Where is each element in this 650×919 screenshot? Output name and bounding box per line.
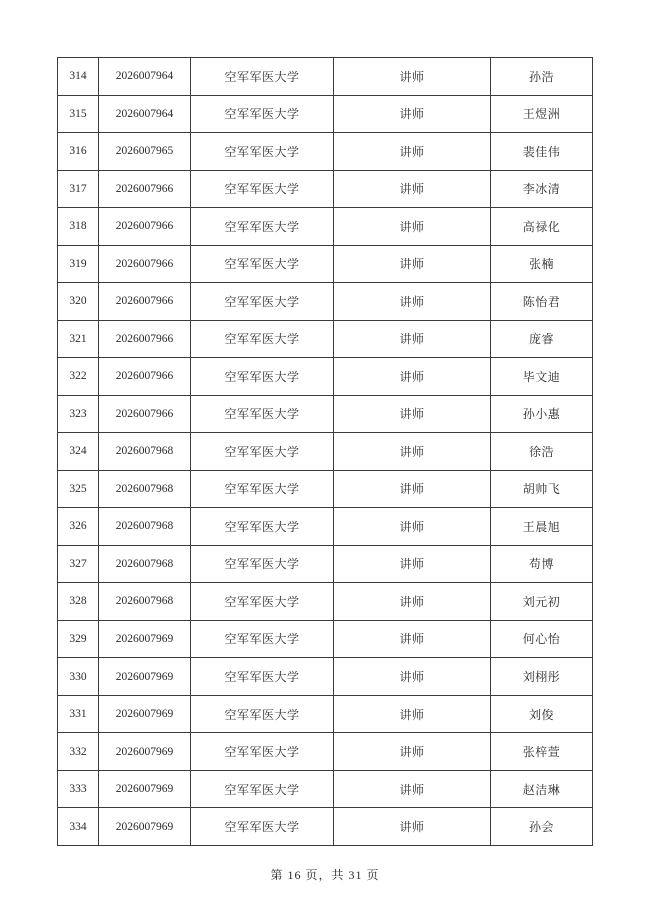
table-row xyxy=(58,358,593,396)
cell-applicant-id: 2026007968 xyxy=(99,508,191,546)
roster-table xyxy=(57,57,593,846)
cell-name: 王晨旭 xyxy=(491,508,593,546)
cell-row-number: 317 xyxy=(58,170,99,208)
cell-applicant-id: 2026007966 xyxy=(99,170,191,208)
cell-title: 讲师 xyxy=(334,470,491,508)
table-row xyxy=(58,58,593,96)
cell-row-number: 318 xyxy=(58,208,99,246)
cell-title: 讲师 xyxy=(334,658,491,696)
cell-row-number: 320 xyxy=(58,283,99,321)
cell-applicant-id: 2026007966 xyxy=(99,358,191,396)
cell-university: 空军军医大学 xyxy=(191,95,334,133)
cell-name: 孙小惠 xyxy=(491,395,593,433)
cell-name: 胡帅飞 xyxy=(491,470,593,508)
cell-applicant-id: 2026007969 xyxy=(99,620,191,658)
cell-applicant-id: 2026007969 xyxy=(99,808,191,846)
table-row xyxy=(58,395,593,433)
cell-applicant-id: 2026007964 xyxy=(99,58,191,96)
cell-applicant-id: 2026007965 xyxy=(99,133,191,171)
cell-applicant-id: 2026007968 xyxy=(99,433,191,471)
table-row xyxy=(58,133,593,171)
table-row xyxy=(58,808,593,846)
table-row xyxy=(58,545,593,583)
cell-applicant-id: 2026007969 xyxy=(99,695,191,733)
cell-row-number: 332 xyxy=(58,733,99,771)
cell-title: 讲师 xyxy=(334,95,491,133)
cell-applicant-id: 2026007966 xyxy=(99,245,191,283)
cell-row-number: 333 xyxy=(58,770,99,808)
cell-name: 庞睿 xyxy=(491,320,593,358)
table-row xyxy=(58,583,593,621)
cell-applicant-id: 2026007968 xyxy=(99,470,191,508)
table-row xyxy=(58,170,593,208)
cell-name: 王煜洲 xyxy=(491,95,593,133)
cell-row-number: 322 xyxy=(58,358,99,396)
cell-name: 李冰清 xyxy=(491,170,593,208)
cell-university: 空军军医大学 xyxy=(191,733,334,771)
cell-title: 讲师 xyxy=(334,245,491,283)
cell-name: 孙会 xyxy=(491,808,593,846)
cell-name: 陈怡君 xyxy=(491,283,593,321)
table-row xyxy=(58,433,593,471)
cell-name: 赵洁琳 xyxy=(491,770,593,808)
cell-university: 空军军医大学 xyxy=(191,770,334,808)
cell-name: 裴佳伟 xyxy=(491,133,593,171)
cell-name: 张梓萱 xyxy=(491,733,593,771)
cell-applicant-id: 2026007969 xyxy=(99,658,191,696)
cell-title: 讲师 xyxy=(334,283,491,321)
cell-row-number: 326 xyxy=(58,508,99,546)
cell-university: 空军军医大学 xyxy=(191,545,334,583)
cell-row-number: 331 xyxy=(58,695,99,733)
cell-university: 空军军医大学 xyxy=(191,208,334,246)
cell-applicant-id: 2026007964 xyxy=(99,95,191,133)
cell-row-number: 314 xyxy=(58,58,99,96)
table-row xyxy=(58,770,593,808)
cell-title: 讲师 xyxy=(334,208,491,246)
cell-university: 空军军医大学 xyxy=(191,170,334,208)
table-row xyxy=(58,470,593,508)
cell-university: 空军军医大学 xyxy=(191,358,334,396)
cell-name: 苟博 xyxy=(491,545,593,583)
cell-row-number: 334 xyxy=(58,808,99,846)
cell-title: 讲师 xyxy=(334,545,491,583)
cell-title: 讲师 xyxy=(334,770,491,808)
cell-name: 刘俊 xyxy=(491,695,593,733)
cell-university: 空军军医大学 xyxy=(191,620,334,658)
cell-name: 毕文迪 xyxy=(491,358,593,396)
table-row xyxy=(58,733,593,771)
cell-row-number: 323 xyxy=(58,395,99,433)
cell-name: 徐浩 xyxy=(491,433,593,471)
table-row xyxy=(58,320,593,358)
cell-applicant-id: 2026007968 xyxy=(99,583,191,621)
cell-row-number: 330 xyxy=(58,658,99,696)
cell-title: 讲师 xyxy=(334,358,491,396)
cell-title: 讲师 xyxy=(334,320,491,358)
table-row xyxy=(58,245,593,283)
cell-title: 讲师 xyxy=(334,620,491,658)
cell-applicant-id: 2026007966 xyxy=(99,283,191,321)
cell-row-number: 329 xyxy=(58,620,99,658)
cell-university: 空军军医大学 xyxy=(191,245,334,283)
cell-title: 讲师 xyxy=(334,695,491,733)
cell-name: 刘栩彤 xyxy=(491,658,593,696)
cell-university: 空军军医大学 xyxy=(191,433,334,471)
cell-title: 讲师 xyxy=(334,808,491,846)
cell-applicant-id: 2026007966 xyxy=(99,208,191,246)
cell-applicant-id: 2026007969 xyxy=(99,770,191,808)
cell-applicant-id: 2026007968 xyxy=(99,545,191,583)
table-row xyxy=(58,695,593,733)
cell-university: 空军军医大学 xyxy=(191,695,334,733)
table-row xyxy=(58,658,593,696)
cell-title: 讲师 xyxy=(334,133,491,171)
cell-row-number: 319 xyxy=(58,245,99,283)
cell-university: 空军军医大学 xyxy=(191,58,334,96)
cell-row-number: 325 xyxy=(58,470,99,508)
cell-title: 讲师 xyxy=(334,733,491,771)
cell-university: 空军军医大学 xyxy=(191,658,334,696)
cell-row-number: 321 xyxy=(58,320,99,358)
cell-university: 空军军医大学 xyxy=(191,320,334,358)
cell-row-number: 316 xyxy=(58,133,99,171)
table-row xyxy=(58,508,593,546)
cell-name: 张楠 xyxy=(491,245,593,283)
cell-row-number: 327 xyxy=(58,545,99,583)
cell-row-number: 328 xyxy=(58,583,99,621)
cell-name: 孙浩 xyxy=(491,58,593,96)
cell-university: 空军军医大学 xyxy=(191,583,334,621)
cell-name: 高禄化 xyxy=(491,208,593,246)
cell-university: 空军军医大学 xyxy=(191,133,334,171)
cell-university: 空军军医大学 xyxy=(191,395,334,433)
table-row xyxy=(58,620,593,658)
cell-title: 讲师 xyxy=(334,508,491,546)
cell-row-number: 315 xyxy=(58,95,99,133)
cell-university: 空军军医大学 xyxy=(191,470,334,508)
cell-university: 空军军医大学 xyxy=(191,508,334,546)
table-row xyxy=(58,283,593,321)
cell-university: 空军军医大学 xyxy=(191,283,334,321)
table-row xyxy=(58,208,593,246)
cell-applicant-id: 2026007966 xyxy=(99,395,191,433)
page-number-footer: 第 16 页，共 31 页 xyxy=(270,868,380,882)
table-row xyxy=(58,95,593,133)
cell-applicant-id: 2026007966 xyxy=(99,320,191,358)
cell-row-number: 324 xyxy=(58,433,99,471)
cell-title: 讲师 xyxy=(334,395,491,433)
cell-title: 讲师 xyxy=(334,58,491,96)
cell-name: 刘元初 xyxy=(491,583,593,621)
cell-title: 讲师 xyxy=(334,170,491,208)
cell-university: 空军军医大学 xyxy=(191,808,334,846)
cell-title: 讲师 xyxy=(334,583,491,621)
cell-name: 何心怡 xyxy=(491,620,593,658)
cell-title: 讲师 xyxy=(334,433,491,471)
cell-applicant-id: 2026007969 xyxy=(99,733,191,771)
